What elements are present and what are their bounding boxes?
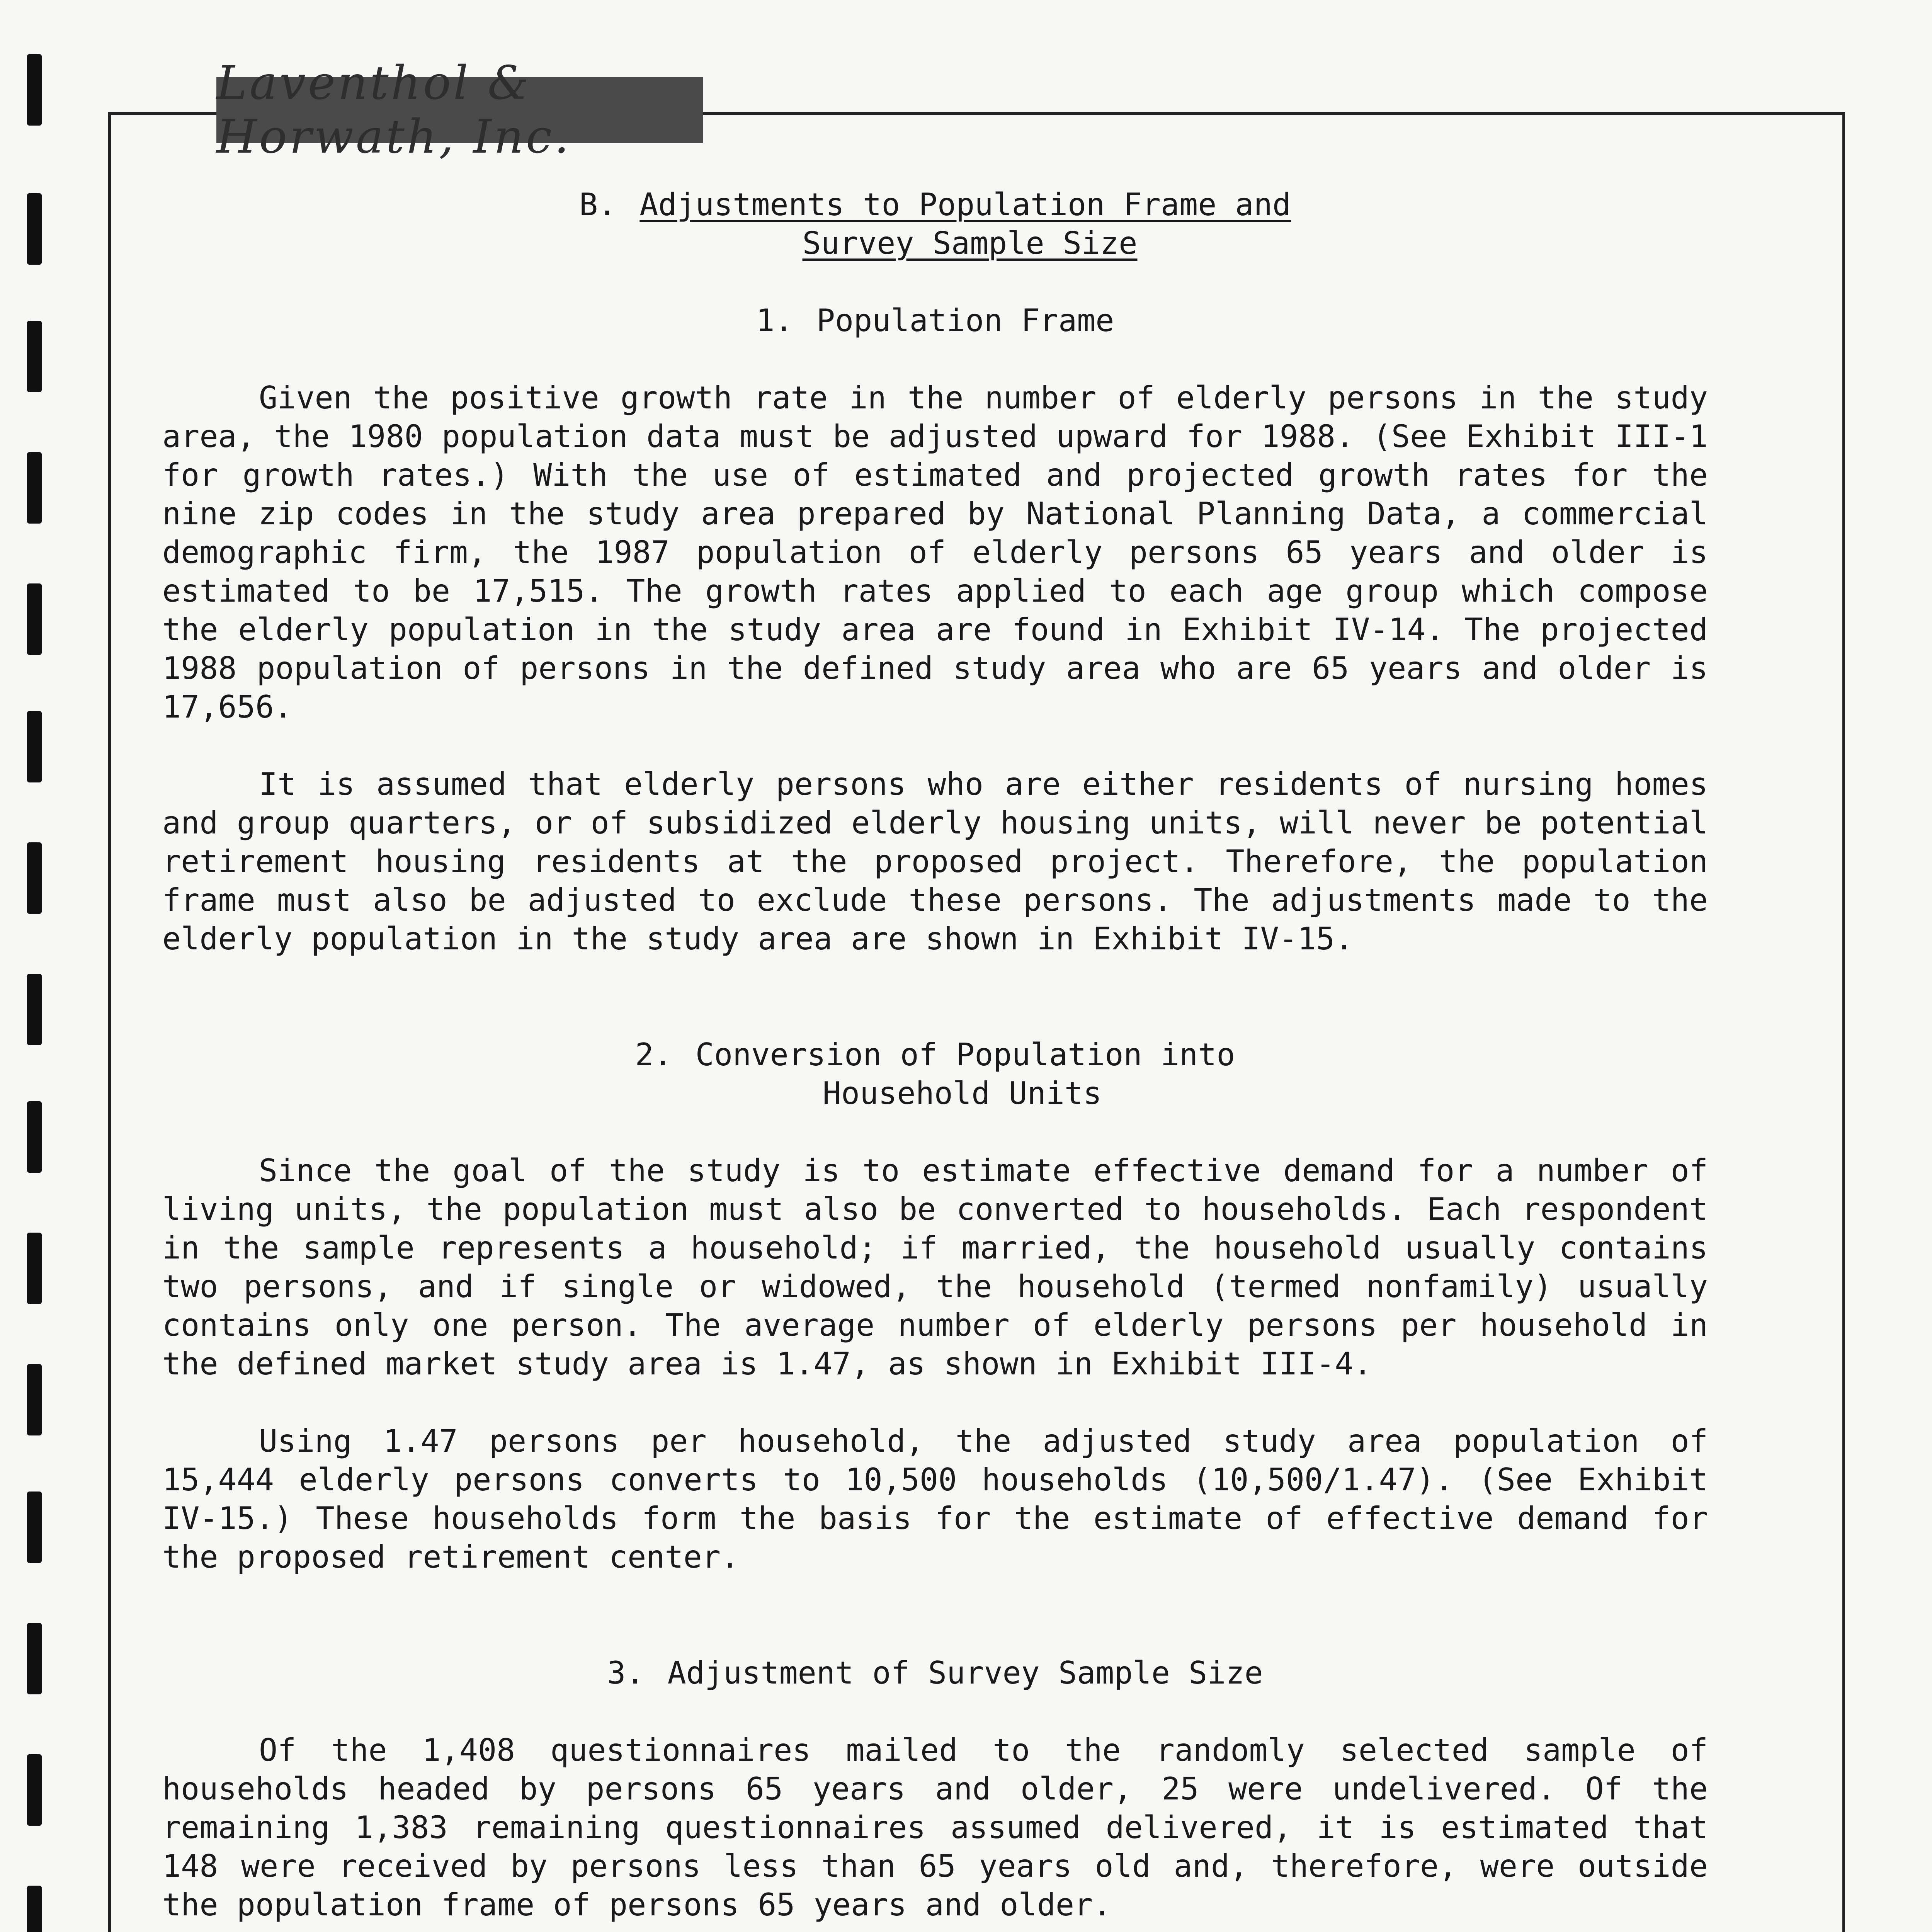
binder-mark — [27, 842, 42, 914]
subsection-3-heading — [162, 1654, 1708, 1692]
section-heading — [162, 185, 1708, 224]
section-title-line1: Adjustments to Population Frame and — [639, 187, 1291, 223]
subsection-1-number: 1. — [756, 303, 793, 338]
paragraph: Using 1.47 persons per household, the adjusted study area population of 15,444 elderly persons converts to 10,500 households (10,500/1.47). (See Exhibit IV-15.) These households form the basis for the estimate of effective demand for the proposed retirement center. — [162, 1423, 1708, 1575]
subsection-3-title: Adjustment of Survey Sample Size — [667, 1655, 1263, 1691]
letterhead-logo — [216, 56, 703, 164]
subsection-2-heading — [162, 1036, 1708, 1074]
subsection-2-title-line1: Conversion of Population into — [695, 1037, 1235, 1073]
binder-mark — [27, 1101, 42, 1173]
binder-mark — [27, 1623, 42, 1694]
binder-mark — [27, 1492, 42, 1563]
subsection-3-number: 3. — [607, 1655, 645, 1691]
binder-mark — [27, 1233, 42, 1304]
binder-mark — [27, 583, 42, 655]
binder-mark — [27, 1364, 42, 1435]
binder-mark — [27, 974, 42, 1045]
paragraph: It is assumed that elderly persons who are either residents of nursing homes and group quarters, or of subsidized elderly housing units, will never be potential retirement housing residents at the proposed project. Therefore, the population frame must also be adjusted to exclude these persons. The adjustments made to the elderly population in the study area are shown in Exhibit IV-15. — [162, 766, 1708, 957]
logo-text: Laventhol & Horwath, Inc. — [216, 56, 571, 164]
paragraph: Given the positive growth rate in the number of elderly persons in the study area, the 1980 population data must be adjusted upward for 1988. (See Exhibit III-1 for growth rates.) With the use of estimated and projected growth rates for the nine zip codes in the study area prepared by National Planning Data, a commercial demographic firm, the 1987 population of elderly persons 65 years and older is estimated to be 17,515. The growth rates applied to each age group which compose the elderly population in the study area are found in Exhibit IV-14. The projected 1988 population of persons in the defined study area who are 65 years and older is 17,656. — [162, 380, 1708, 725]
paragraph: Since the goal of the study is to estimate effective demand for a number of living units, the population must also be converted to households. Each respondent in the sample represents a household; if married, the household usually contains two persons, and if single or widowed, the household (termed nonfamily) usually contains only one person. The average number of elderly persons per household in the defined market study area is 1.47, as shown in Exhibit III-4. — [162, 1153, 1708, 1382]
subsection-2-heading-line2 — [162, 1074, 1708, 1113]
binder-mark — [27, 452, 42, 524]
subsection-1-heading — [162, 301, 1708, 340]
section-heading-line2 — [162, 224, 1708, 263]
paragraph: Of the 1,408 questionnaires mailed to the randomly selected sample of households headed by persons 65 years and older, 25 were undelivered. Of the remaining 1,383 remaining questionnaires assumed delivered, it is estimated that 148 were received by persons less than 65 years old and, therefore, were outside the population frame of persons 65 years and older. — [162, 1732, 1708, 1923]
subsection-2-title-line2: Household Units — [822, 1075, 1102, 1111]
binder-mark — [27, 1754, 42, 1826]
binder-mark — [27, 321, 42, 392]
binder-mark — [27, 193, 42, 265]
subsection-1-title: Population Frame — [816, 303, 1114, 338]
binder-mark — [27, 1886, 42, 1932]
section-title-line2: Survey Sample Size — [802, 225, 1138, 261]
document-body — [162, 185, 1708, 1932]
binder-mark — [27, 711, 42, 782]
section-letter: B. — [579, 187, 617, 223]
subsection-2-number: 2. — [635, 1037, 672, 1073]
binder-mark — [27, 54, 42, 126]
